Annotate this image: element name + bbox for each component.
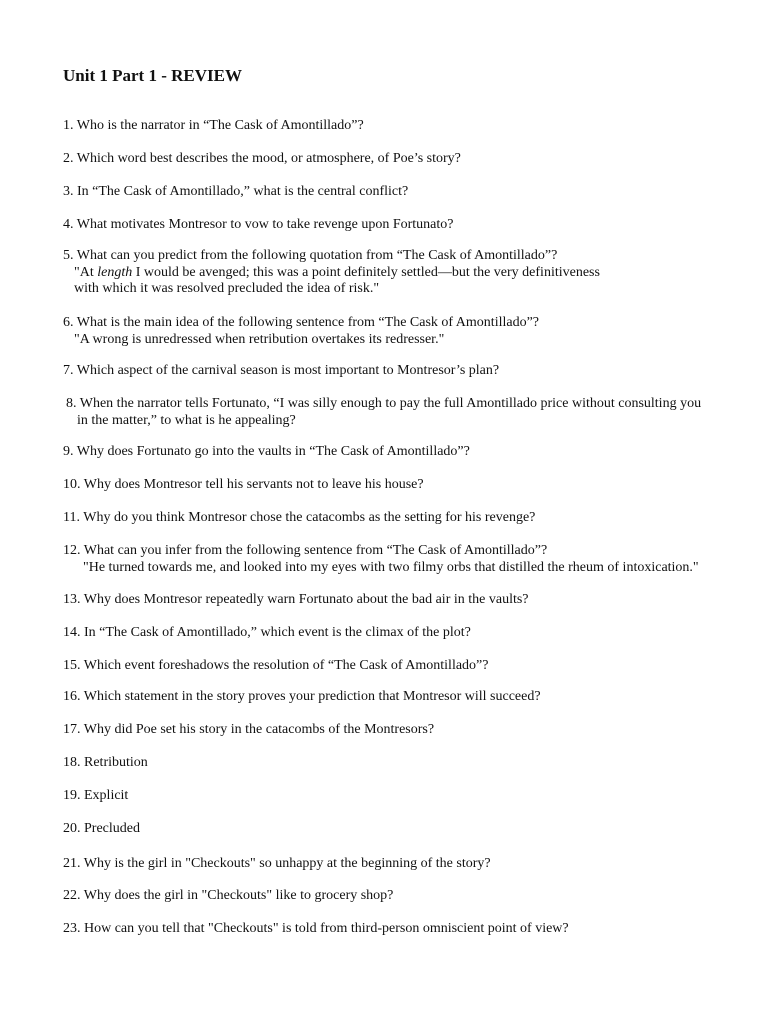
question-7: [63, 363, 499, 380]
question-text: 23. How can you tell that "Checkouts" is told from third-person omniscient point of view?: [63, 921, 569, 936]
question-6: [63, 315, 539, 348]
question-14: [63, 625, 471, 642]
question-5: [63, 248, 600, 298]
question-11: [63, 510, 535, 527]
question-text: 10. Why does Montresor tell his servants not to leave his house?: [63, 477, 424, 492]
question-text: 9. Why does Fortunato go into the vaults in “The Cask of Amontillado”?: [63, 444, 470, 459]
question-20: [63, 821, 140, 838]
question-18: [63, 755, 148, 772]
question-text: 2. Which word best describes the mood, or atmosphere, of Poe’s story?: [63, 151, 461, 166]
question-text: 13. Why does Montresor repeatedly warn Fortunato about the bad air in the vaults?: [63, 592, 529, 607]
question-text: 16. Which statement in the story proves your prediction that Montresor will succeed?: [63, 689, 541, 704]
question-1: [63, 118, 364, 135]
question-3: [63, 184, 408, 201]
question-text: 17. Why did Poe set his story in the catacombs of the Montresors?: [63, 722, 435, 737]
quotation: "At length I would be avenged; this was a point definitely settled—but the very definitiveness: [74, 264, 600, 280]
quotation-continued: with which it was resolved precluded the idea of risk.": [74, 281, 380, 296]
question-text: 1. Who is the narrator in “The Cask of Amontillado”?: [63, 118, 364, 133]
quotation: "He turned towards me, and looked into my eyes with two filmy orbs that distilled the rheum of intoxication.": [83, 559, 699, 575]
question-text: 7. Which aspect of the carnival season is most important to Montresor’s plan?: [63, 363, 500, 378]
question-16: [63, 689, 541, 706]
quotation: "A wrong is unredressed when retribution overtakes its redresser.": [74, 331, 445, 347]
question-text: 6. What is the main idea of the following sentence from “The Cask of Amontillado”?: [63, 315, 539, 330]
question-9: [63, 444, 470, 461]
question-8: [66, 396, 701, 429]
vocabulary-term: 20. Precluded: [63, 821, 140, 836]
question-text: 14. In “The Cask of Amontillado,” which event is the climax of the plot?: [63, 625, 471, 640]
question-17: [63, 722, 434, 739]
question-19: [63, 788, 128, 805]
vocabulary-term: 18. Retribution: [63, 755, 148, 770]
question-text: 21. Why is the girl in "Checkouts" so unhappy at the beginning of the story?: [63, 856, 491, 871]
question-23: [63, 921, 569, 938]
question-13: [63, 592, 529, 609]
question-22: [63, 888, 393, 905]
page-title: Unit 1 Part 1 - REVIEW: [63, 66, 242, 85]
question-text: 22. Why does the girl in "Checkouts" like to grocery shop?: [63, 888, 394, 903]
question-text: 4. What motivates Montresor to vow to take revenge upon Fortunato?: [63, 217, 454, 232]
question-text: 15. Which event foreshadows the resolution of “The Cask of Amontillado”?: [63, 658, 489, 673]
question-text: 11. Why do you think Montresor chose the catacombs as the setting for his revenge?: [63, 510, 536, 525]
question-10: [63, 477, 424, 494]
question-12: [63, 543, 699, 576]
question-21: [63, 856, 491, 873]
question-15: [63, 658, 488, 675]
question-text: 5. What can you predict from the following quotation from “The Cask of Amontillado”?: [63, 248, 558, 263]
question-2: [63, 151, 461, 168]
question-text: 8. When the narrator tells Fortunato, “I was silly enough to pay the full Amontillado price without consulting you: [66, 396, 702, 411]
question-text: 3. In “The Cask of Amontillado,” what is the central conflict?: [63, 184, 409, 199]
vocabulary-term: 19. Explicit: [63, 788, 129, 803]
question-text-continued: in the matter,” to what is he appealing?: [77, 412, 296, 428]
question-4: [63, 217, 454, 234]
question-text: 12. What can you infer from the following sentence from “The Cask of Amontillado”?: [63, 543, 548, 558]
